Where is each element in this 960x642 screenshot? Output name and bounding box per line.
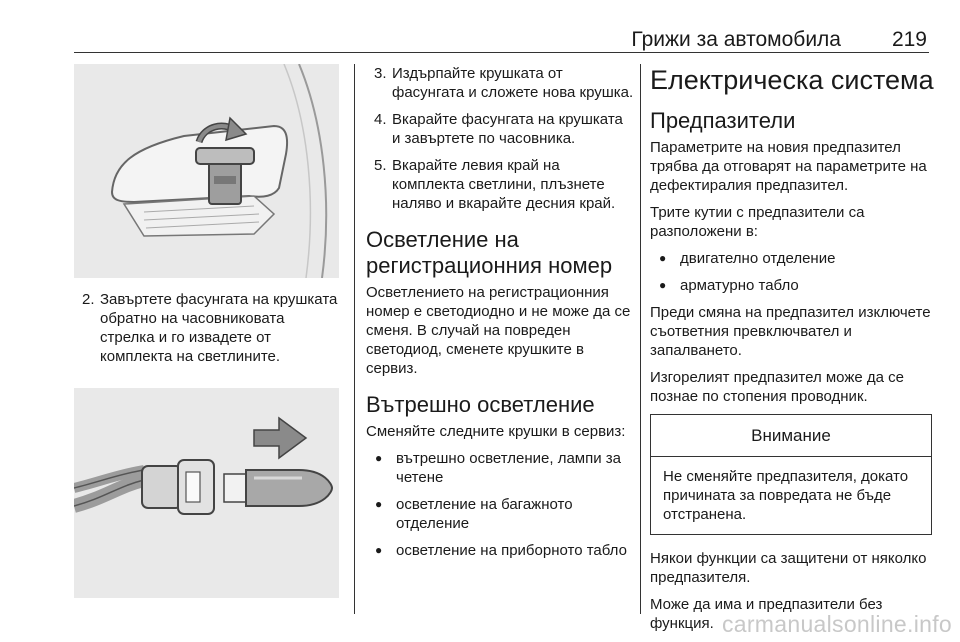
section-heading: Вътрешно осветление	[366, 392, 595, 417]
step-number: 2.	[82, 291, 95, 308]
bullet-list	[650, 249, 932, 295]
notice-box	[650, 414, 932, 535]
column-divider-right	[640, 64, 641, 614]
paragraph: Сменяйте следните крушки в сервиз:	[366, 423, 626, 440]
section-heading: Осветление на регистрационния номер	[366, 227, 613, 278]
step-text: Завъртете фасунгата на крушката обратно на часовниковата стрелка и го извадете от комплекта на светлините.	[100, 291, 338, 365]
watermark: carmanualsonline.info	[721, 611, 952, 637]
step-number: 3.	[374, 65, 387, 82]
bulb-and-socket-illustration	[74, 388, 339, 598]
step-text: Вкарайте левия край на комплекта светлини, плъзнете наляво и вкарайте десния край.	[392, 157, 616, 212]
step-item	[366, 110, 634, 148]
column-divider-left	[354, 64, 355, 614]
column-2	[366, 64, 634, 568]
paragraph: Преди смяна на предпазител изключете съответния превключвател и запалването.	[650, 304, 931, 359]
step-number: 5.	[374, 157, 387, 174]
step-item	[74, 290, 339, 366]
side-indicator-lamp-removal-illustration	[74, 64, 339, 278]
step-number: 4.	[374, 111, 387, 128]
paragraph: Параметрите на новия предпазител трябва да отговарят на параметрите на дефектиралия предпазител.	[650, 139, 927, 194]
page-number: 219	[891, 28, 927, 51]
list-item: ● двигателно отделение	[650, 249, 932, 268]
step-text: Издърпайте крушката от фасунгата и сложете нова крушка.	[392, 65, 634, 101]
list-item: ● осветление на багажното отделение	[366, 495, 634, 533]
column-3	[650, 64, 932, 641]
notice-text: Не сменяйте предпазителя, докато причината за повредата не бъде отстранена.	[663, 468, 909, 523]
step-item	[366, 156, 634, 213]
bullet-list	[366, 449, 634, 560]
bulb-figure	[74, 388, 339, 598]
page-header	[74, 18, 929, 53]
chapter-title: Грижи за автомобила	[631, 28, 841, 51]
paragraph: Изгорелият предпазител може да се познае по стопения проводник.	[650, 369, 905, 405]
notice-title: Внимание	[651, 415, 931, 457]
section-title: Електрическа система	[650, 65, 934, 95]
list-item: ● вътрешно осветление, лампи за четене	[366, 449, 634, 487]
step-item	[366, 64, 634, 102]
section-heading: Предпазители	[650, 108, 796, 133]
step-text: Вкарайте фасунгата на крушката и завъртете по часовника.	[392, 111, 623, 147]
list-item: ● осветление на приборното табло	[366, 541, 634, 560]
paragraph: Осветлението на регистрационния номер е светодиодно и не може да се сменя. В случай на повреден светодиод, сменете крушките в сервиз.	[366, 284, 631, 377]
paragraph: Някои функции са защитени от няколко предпазителя.	[650, 550, 927, 586]
list-item: ● арматурно табло	[650, 276, 932, 295]
steps-list	[366, 64, 634, 213]
paragraph: Трите кутии с предпазители са разположени в:	[650, 204, 865, 240]
side-lamp-figure	[74, 64, 339, 278]
column-1	[74, 290, 339, 374]
paragraph: Може да има и предпазители без функция.	[650, 596, 883, 632]
